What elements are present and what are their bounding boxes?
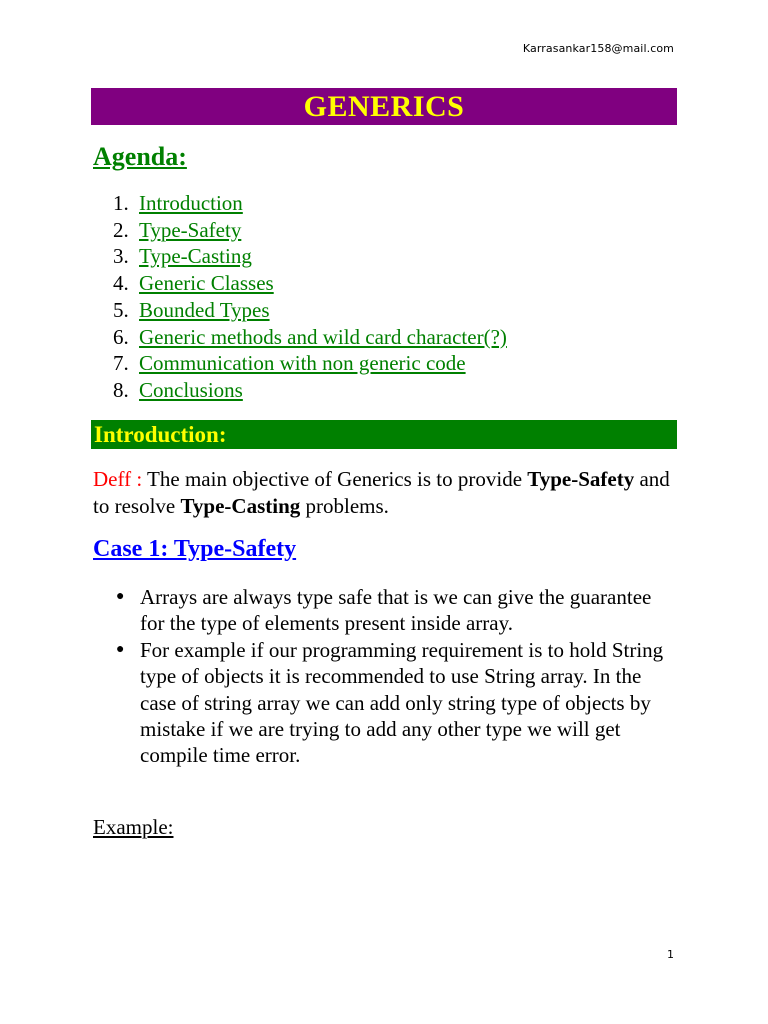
bullet-text: For example if our programming requirement is to hold String type of objects it is recommended to use String array. In the case of string array we can add only string type of objects by mistake if we are trying to add any other type we will get compile time error.: [140, 637, 664, 768]
agenda-item-number: 7.: [113, 351, 129, 376]
agenda-item-number: 1.: [113, 191, 129, 215]
author-email: Karrasankar158@mail.com: [522, 42, 674, 55]
definition-bold-term: Type-Safety: [527, 467, 635, 491]
agenda-heading: Agenda:: [93, 142, 187, 171]
introduction-banner: [91, 420, 677, 449]
definition-text: problems.: [300, 494, 389, 518]
definition-paragraph: [93, 466, 673, 520]
agenda-link-generic-classes[interactable]: Generic Classes: [139, 271, 274, 296]
agenda-item-number: 8.: [113, 377, 129, 402]
title-banner: [91, 88, 677, 125]
definition-text: and to resolve: [93, 467, 670, 518]
agenda-item-number: 3.: [113, 244, 129, 269]
agenda-item-non-generic-code: [113, 350, 507, 377]
agenda-link-type-casting[interactable]: Type-Casting: [139, 244, 252, 269]
agenda-item-introduction: [113, 190, 507, 217]
agenda-item-generic-methods: [113, 324, 507, 351]
example-label: Example:: [93, 815, 174, 839]
agenda-item-type-safety: [113, 217, 507, 244]
agenda-item-number: 2.: [113, 217, 129, 242]
agenda-list: [113, 190, 507, 404]
definition-bold-term: Type-Casting: [180, 494, 301, 518]
definition-label: Deff :: [93, 467, 143, 491]
list-item: [113, 584, 673, 637]
agenda-link-generic-methods[interactable]: Generic methods and wild card character(?): [139, 324, 507, 349]
agenda-item-number: 4.: [113, 271, 129, 296]
list-item: [113, 637, 673, 769]
bullet-text: Arrays are always type safe that is we can give the guarantee for the type of elements present inside array.: [140, 585, 652, 636]
agenda-link-type-safety[interactable]: Type-Safety: [139, 217, 242, 242]
agenda-item-type-casting: [113, 243, 507, 270]
page-title: GENERICS: [303, 89, 465, 123]
case-1-heading: Case 1: Type-Safety: [93, 536, 297, 562]
bullet-icon: ●: [116, 589, 125, 604]
case-1-bullet-list: [113, 584, 673, 769]
agenda-link-non-generic-code[interactable]: Communication with non generic code: [139, 351, 466, 376]
page-number: 1: [667, 948, 674, 961]
agenda-item-number: 6.: [113, 324, 129, 349]
agenda-link-introduction[interactable]: Introduction: [139, 191, 243, 215]
agenda-item-bounded-types: [113, 297, 507, 324]
agenda-item-number: 5.: [113, 297, 129, 322]
agenda-link-conclusions[interactable]: Conclusions: [139, 377, 243, 402]
agenda-item-generic-classes: [113, 270, 507, 297]
bullet-icon: ●: [116, 641, 125, 657]
definition-text: The main objective of Generics is to provide: [142, 467, 528, 491]
introduction-heading: Introduction:: [94, 421, 227, 447]
agenda-item-conclusions: [113, 377, 507, 404]
agenda-link-bounded-types[interactable]: Bounded Types: [139, 297, 270, 322]
